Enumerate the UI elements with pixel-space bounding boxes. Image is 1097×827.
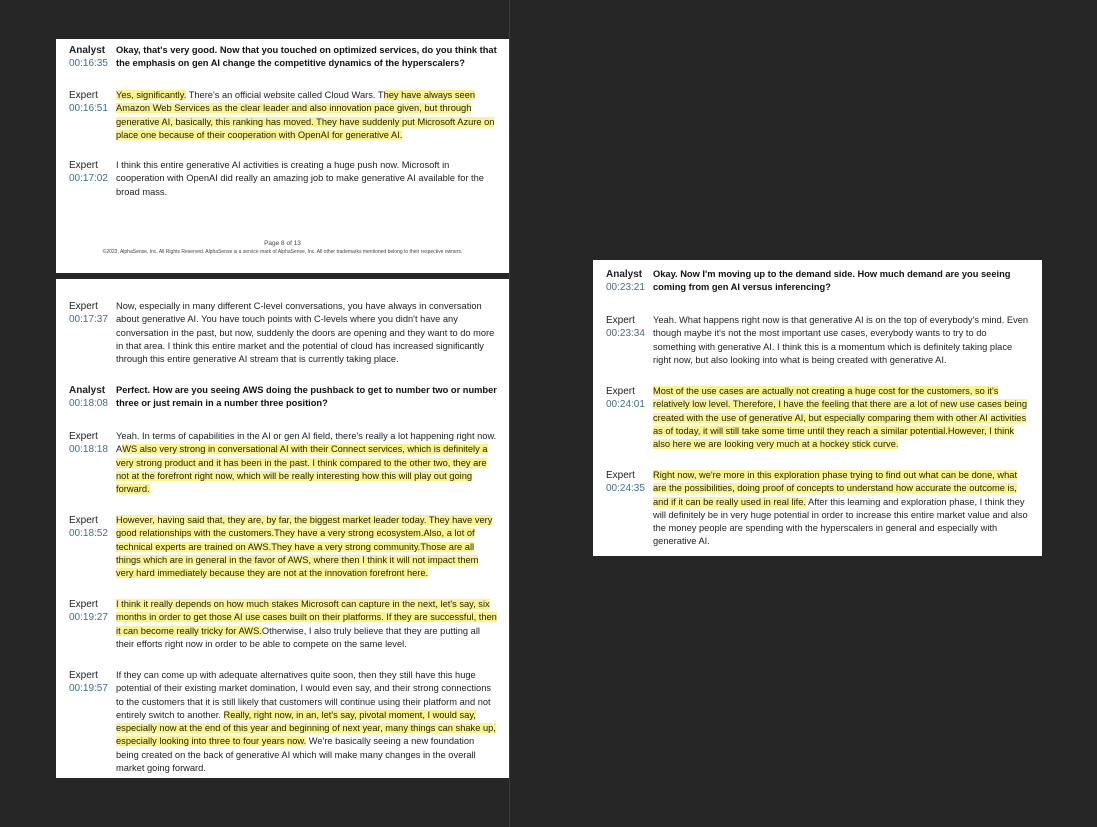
speaker-label: Expert	[69, 301, 98, 312]
transcript-page-9	[56, 279, 509, 778]
segment-text	[653, 469, 1030, 549]
timestamp[interactable]: 00:16:35	[69, 58, 108, 70]
text-run: Now, especially in many different C-level conversations, you have always in conversation about generative AI. You have touch points with C-levels where you didn't have any conversation in the past, but now, suddenly the doors are opening and they want to do more in that area. I think this entire market and the potential of cloud has increased significantly through this entire generative AI stream that is currently taking place.	[116, 301, 495, 365]
speaker-info	[69, 44, 115, 71]
segment-text	[116, 44, 497, 71]
segment-text	[653, 314, 1030, 367]
text-run: I think this entire generative AI activities is creating a huge push now. Microsoft in cooperation with OpenAI did really an amazing job to make generative AI available for the broad mass.	[116, 160, 484, 197]
speaker-info	[69, 89, 115, 116]
timestamp[interactable]: 00:19:57	[69, 683, 108, 695]
speaker-label: Analyst	[69, 385, 106, 396]
segment-text	[653, 385, 1030, 451]
timestamp[interactable]: 00:16:51	[69, 103, 108, 115]
speaker-info	[606, 469, 652, 496]
speaker-label: Expert	[69, 431, 98, 442]
page-number: Page 8 of 13	[264, 240, 301, 247]
transcript-page-10	[593, 260, 1042, 556]
segment-text	[116, 89, 497, 142]
text-run: Okay, that's very good. Now that you touched on optimized services, do you think that the emphasis on gen AI change the competitive dynamics of the hyperscalers?	[116, 45, 497, 69]
transcript-page-8	[56, 39, 509, 273]
viewer-divider	[509, 0, 510, 827]
speaker-label: Expert	[69, 670, 98, 681]
speaker-info	[69, 384, 115, 411]
speaker-label: Analyst	[69, 45, 106, 56]
speaker-info	[69, 598, 115, 625]
speaker-info	[69, 300, 115, 327]
speaker-label: Analyst	[606, 269, 643, 280]
speaker-label: Expert	[69, 515, 98, 526]
speaker-label: Expert	[606, 386, 635, 397]
speaker-info	[606, 314, 652, 341]
highlighted-text: WS also very strong in conversational AI with their Connect services, which is definitely a very strong product and it has been in the past. I think compared to the other two, they are not at the forefront right now, which will be really interesting how this will play out going forward.	[116, 444, 488, 495]
speaker-info	[606, 268, 652, 295]
speaker-info	[69, 514, 115, 541]
text-run: If they can come up with adequate alternatives quite soon, then they still have this huge potential of their existing market domination, I would even say, and their strong connections to the customers that it is still likely that customers will continue using their platform and not entirely switch to another.	[116, 670, 492, 720]
highlighted-text: Really, right now, in an, let's say, pivotal moment, I would say, especially now at the end of this year and beginning of next year, many things can shake up, especially looking into three to four years now.	[116, 709, 496, 747]
speaker-info	[69, 159, 115, 186]
copyright-notice: ©2023, AlphaSense, Inc. All Rights Reserved. AlphaSense is a service mark of AlphaSense, Inc. All other trademarks mentioned belong to their respective owners.	[102, 249, 463, 255]
speaker-info	[606, 385, 652, 412]
highlighted-text: hey have always seen Amazon Web Services as the clear leader and also innovation pace given, but through generative AI, basically, this ranking has moved. They have suddenly put Microsoft Azure on place one because of their cooperation with OpenAI for generative AI.	[116, 90, 495, 140]
segment-text	[116, 669, 497, 775]
text-run: Yeah. What happens right now is that generative AI is on the top of everybody's mind. Even though maybe it's not the most important use cases, everybody wants to try to do something with generative AI. I think this is a momentum which is definitely taking place right now, but also looking into what is being created with generative AI.	[653, 315, 1029, 365]
segment-text	[116, 384, 497, 411]
timestamp[interactable]: 00:19:27	[69, 612, 108, 624]
timestamp[interactable]: 00:24:35	[606, 483, 645, 495]
highlighted-text: I think it really depends on how much stakes Microsoft can capture in the next, let's say, six months in order to get those AI use cases built on their platforms. If they are successful, then it can become really tricky for AWS.	[116, 599, 497, 636]
highlighted-text: Most of the use cases are actually not creating a huge cost for the customers, so it's relatively low level. Therefore, I have the feeling that there are a lot of new use cases being created with the use of generative AI, but especially comparing them with other AI activities as of today, it will still take some time until they reach a similar potential.However, I think also here we are looking very much at a hockey stick curve.	[653, 386, 1027, 450]
segment-text	[116, 514, 497, 580]
segment-text	[653, 268, 1030, 295]
page-footer	[56, 239, 509, 256]
timestamp[interactable]: 00:18:18	[69, 444, 108, 456]
speaker-info	[69, 430, 115, 457]
segment-text	[116, 300, 497, 366]
speaker-label: Expert	[69, 599, 98, 610]
timestamp[interactable]: 00:23:21	[606, 282, 645, 294]
segment-text	[116, 598, 497, 651]
text-run: We're basically seeing a new foundation being created on the back of generative AI which will make many changes in the overall market going forward.	[116, 736, 476, 774]
highlighted-text: Right now, we're more in this exploration phase trying to find out what can be done, what are the possibilities, doing proof of concepts to understand how accurate the outcome is, and if it can be really used in real life.	[653, 470, 1018, 507]
segment-text	[116, 159, 497, 199]
text-run: Yeah. In terms of capabilities in the AI or gen AI field, there's really a lot happening right now. A	[116, 431, 497, 455]
highlighted-text: Yes, significantly.	[116, 90, 187, 100]
segment-text	[116, 430, 497, 496]
timestamp[interactable]: 00:18:08	[69, 398, 108, 410]
text-run: There's an official website called Cloud Wars. T	[186, 90, 384, 100]
text-run: Okay. Now I'm moving up to the demand side. How much demand are you seeing coming from gen AI versus inferencing?	[653, 269, 1011, 293]
timestamp[interactable]: 00:17:02	[69, 173, 108, 185]
timestamp[interactable]: 00:23:34	[606, 328, 645, 340]
text-run: Otherwise, I also truly believe that they are putting all their efforts right now in order to be able to compete on the same level.	[116, 625, 480, 649]
text-run: After this learning and exploration phase, I think they will definitely be in very huge potential in order to increase this entire market value and also the money people are spending with the hyperscalers in general and especially with generative AI.	[653, 496, 1028, 547]
speaker-label: Expert	[606, 470, 635, 481]
speaker-label: Expert	[69, 160, 98, 171]
speaker-label: Expert	[606, 315, 635, 326]
timestamp[interactable]: 00:18:52	[69, 528, 108, 540]
timestamp[interactable]: 00:24:01	[606, 399, 645, 411]
highlighted-text: However, having said that, they are, by far, the biggest market leader today. They have very good relationships with the customers.They have a very strong ecosystem.Also, a lot of technical experts are trained on AWS.They have a very strong community.Those are all things which are in general in the favor of AWS, where then I think it will not impact them very hard immediately because they are not at the innovation forefront here.	[116, 515, 493, 579]
text-run: Perfect. How are you seeing AWS doing the pushback to get to number two or number three or just remain in a number three position?	[116, 385, 497, 409]
speaker-info	[69, 669, 115, 696]
timestamp[interactable]: 00:17:37	[69, 314, 108, 326]
speaker-label: Expert	[69, 90, 98, 101]
